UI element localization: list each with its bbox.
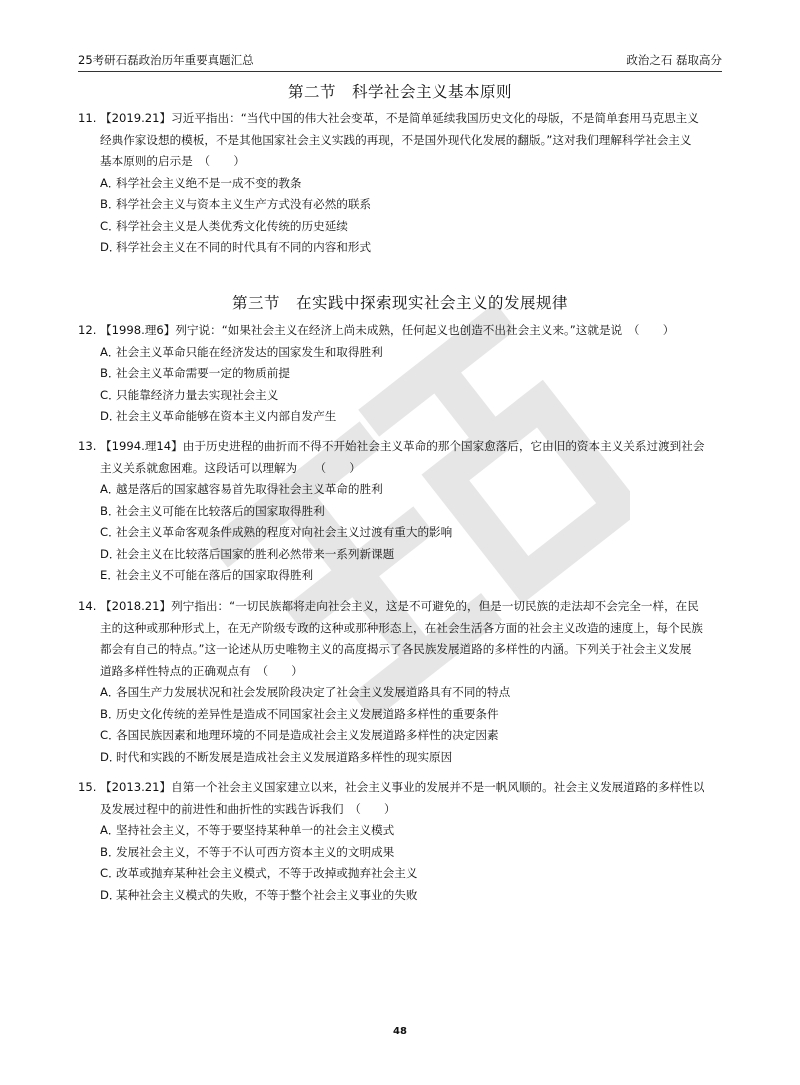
option-list <box>78 479 728 587</box>
stem-line: 【2019.21】习近平指出：“当代中国的伟大社会变革，不是简单延续我国历史文化的母版，不是简单套用马克思主义 <box>100 111 699 125</box>
option-d: D．社会主义革命能够在资本主义内部自发产生 <box>100 409 337 423</box>
question-number: 13. <box>78 439 97 453</box>
option-list <box>78 173 728 259</box>
option-b: B．科学社会主义与资本主义生产方式没有必然的联系 <box>100 197 372 211</box>
option-b: B．社会主义革命需要一定的物质前提 <box>100 366 290 380</box>
option-list <box>78 682 728 768</box>
option-c: C．各国民族因素和地理环境的不同是造成社会主义发展道路多样性的决定因素 <box>100 728 499 742</box>
option-b: B．发展社会主义，不等于不认可西方资本主义的文明成果 <box>100 844 395 859</box>
question-number: 12. <box>78 323 97 337</box>
option-a: A．各国生产力发展状况和社会发展阶段决定了社会主义发展道路具有不同的特点 <box>100 685 511 699</box>
stem-line: 及发展过程中的前进性和曲折性的实践告诉我们 （ ） <box>100 801 396 816</box>
header-right-slogan: 政治之石 磊取高分 <box>626 53 722 67</box>
option-d: D．某种社会主义模式的失败，不等于整个社会主义事业的失败 <box>100 887 418 902</box>
question-number: 11. <box>78 111 97 125</box>
option-b: B．历史文化传统的差异性是造成不同国家社会主义发展道路多样性的重要条件 <box>100 706 499 721</box>
page-number: 48 <box>393 1026 407 1037</box>
option-c: C．社会主义革命客观条件成熟的程度对向社会主义过渡有重大的影响 <box>100 525 453 539</box>
question-12 <box>78 320 728 428</box>
question-stem <box>78 320 728 342</box>
question-stem <box>78 436 728 479</box>
stem-line: 都会有自己的特点。”这一论述从历史唯物主义的高度揭示了各民族发展道路的多样性的内涵。下列关于社会主义发展 <box>100 642 692 656</box>
option-c: C．科学社会主义是人类优秀文化传统的历史延续 <box>100 218 348 233</box>
stem-line: 道路多样性特点的正确观点有 （ ） <box>100 663 303 678</box>
section-title-2: 第二节 科学社会主义基本原则 <box>287 83 512 101</box>
option-d: D．科学社会主义在不同的时代具有不同的内容和形式 <box>100 240 372 254</box>
question-stem <box>78 596 728 682</box>
stem-line: 主的这种或那种形式上，在无产阶级专政的这种或那种形态上，在社会生活各方面的社会主义改造的速度上，每个民族 <box>100 620 703 635</box>
option-a: A．社会主义革命只能在经济发达的国家发生和取得胜利 <box>100 344 383 359</box>
option-a: A．越是落后的国家越容易首先取得社会主义革命的胜利 <box>100 482 383 496</box>
stem-line: 经典作家设想的模板，不是其他国家社会主义实践的再现，不是国外现代化发展的翻版。”这对我们理解科学社会主义 <box>100 132 692 147</box>
option-d: D．社会主义在比较落后国家的胜利必然带来一系列新课题 <box>100 546 395 561</box>
option-list <box>78 820 728 906</box>
option-d: D．时代和实践的不断发展是造成社会主义发展道路多样性的现实原因 <box>100 749 453 764</box>
stem-line: 【1998.理6】列宁说：“如果社会主义在经济上尚未成熟，任何起义也创造不出社会主义来。”这就是说 （ ） <box>100 323 675 337</box>
question-number: 14. <box>78 599 97 613</box>
question-14 <box>78 596 728 768</box>
option-e: E．社会主义不可能在落后的国家取得胜利 <box>100 568 314 582</box>
option-c: C．只能靠经济力量去实现社会主义 <box>100 387 279 402</box>
stem-line: 主义关系就愈困难。这段话可以理解为 （ ） <box>100 460 361 475</box>
question-15 <box>78 777 728 906</box>
option-a: A．科学社会主义绝不是一成不变的教条 <box>100 175 302 190</box>
question-stem <box>78 777 728 820</box>
section-title-3: 第三节 在实践中探索现实社会主义的发展规律 <box>231 294 568 312</box>
question-11 <box>78 108 728 259</box>
stem-line: 【2018.21】列宁指出：“一切民族都将走向社会主义，这是不可避免的，但是一切民族的走法却不会完全一样，在民 <box>100 599 699 613</box>
question-number: 15. <box>78 780 97 794</box>
stem-line: 基本原则的启示是 （ ） <box>100 154 245 168</box>
option-c: C．改革或抛弃某种社会主义模式，不等于改掉或抛弃社会主义 <box>100 866 418 880</box>
stem-line: 【2013.21】自第一个社会主义国家建立以来，社会主义事业的发展并不是一帆风顺的。社会主义发展道路的多样性以 <box>100 780 705 794</box>
question-13 <box>78 436 728 587</box>
question-stem <box>78 108 728 173</box>
header-left-title: 25考研石磊政治历年重要真题汇总 <box>78 53 254 67</box>
page-header <box>78 48 722 72</box>
stem-line: 【1994.理14】由于历史进程的曲折而不得不开始社会主义革命的那个国家愈落后，它由旧的资本主义关系过渡到社会 <box>100 439 705 453</box>
option-b: B．社会主义可能在比较落后的国家取得胜利 <box>100 503 325 518</box>
option-list <box>78 342 728 428</box>
option-a: A．坚持社会主义，不等于要坚持某种单一的社会主义模式 <box>100 823 395 837</box>
